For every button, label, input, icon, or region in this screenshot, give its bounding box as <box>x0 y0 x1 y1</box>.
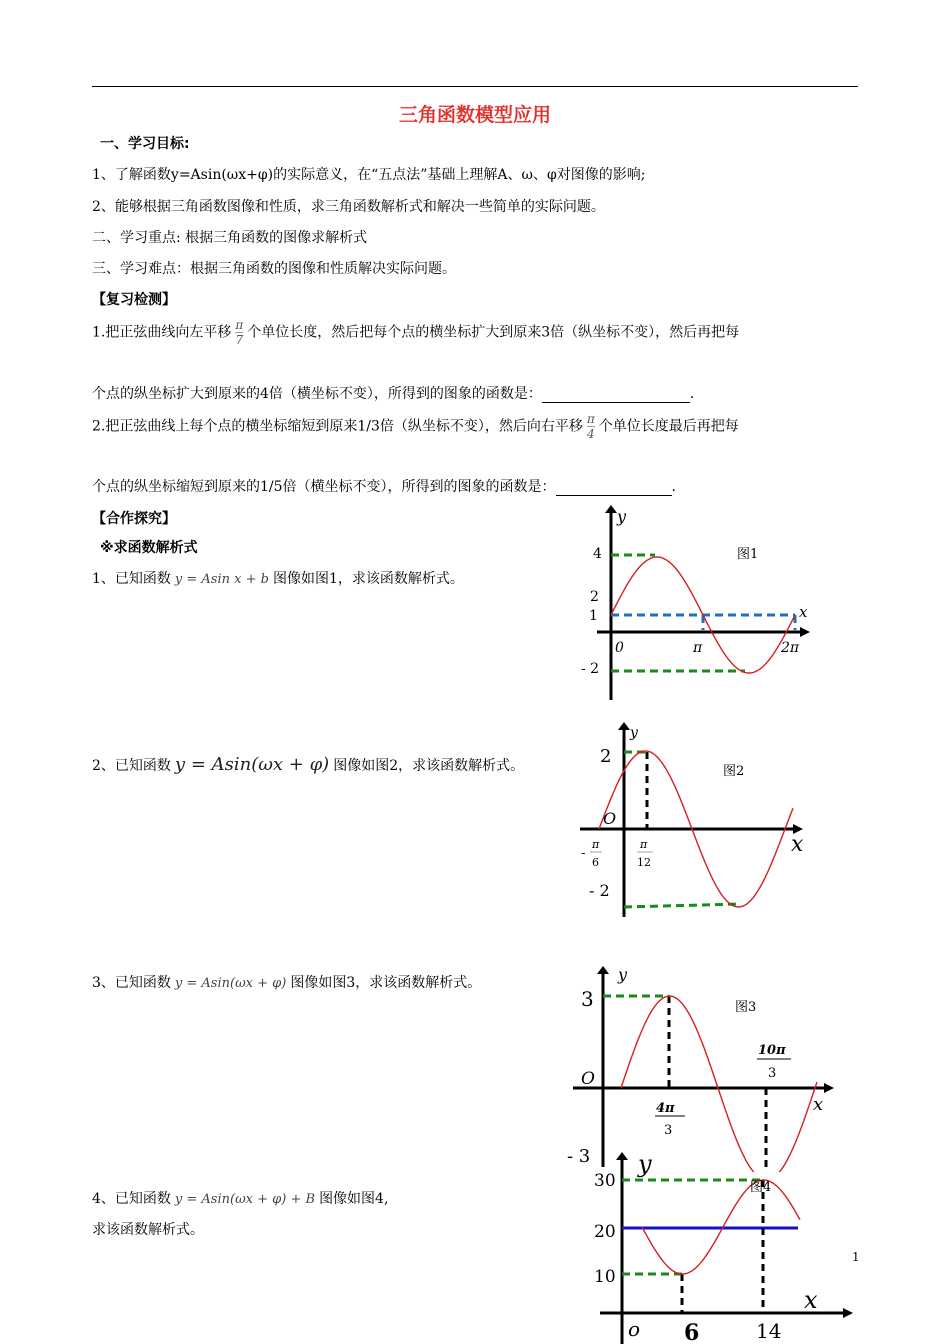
svg-text:y: y <box>630 725 638 741</box>
svg-text:-: - <box>581 846 586 861</box>
key-point: 二、学习重点: 根据三角函数的图像求解析式 <box>92 230 368 246</box>
svg-text:π: π <box>592 838 600 851</box>
figure-3 <box>565 962 840 1172</box>
goal-2: 2、能够根据三角函数图像和性质，求三角函数解析式和解决一些简单的实际问题。 <box>92 199 605 215</box>
q2-fraction: $\frac{\pi}{4}$ <box>586 412 595 441</box>
svg-text:- 3: - 3 <box>567 1146 591 1167</box>
question-2-line-1: 2.把正弦曲线上每个点的横坐标缩短到原来1/3倍（纵坐标不变），然后向右平移 $\frac{\pi}{4}$ 个单位长度最后再把每 <box>92 412 739 441</box>
figure-4 <box>588 1148 858 1344</box>
svg-text:o: o <box>628 1317 641 1341</box>
review-heading: 【复习检测】 <box>92 292 176 308</box>
svg-text:1: 1 <box>589 608 598 624</box>
svg-text:20: 20 <box>594 1222 616 1242</box>
problem-1: 1、已知函数 y = Asin x + b 图像如图1，求该函数解析式。 <box>92 571 464 587</box>
svg-text:x: x <box>813 1094 824 1115</box>
q1-text-pre: 1.把正弦曲线向左平移 <box>92 324 232 341</box>
svg-text:30: 30 <box>594 1171 616 1191</box>
svg-text:10π: 10π <box>758 1043 786 1058</box>
svg-text:y: y <box>618 965 628 984</box>
svg-text:0: 0 <box>615 640 624 656</box>
question-1-line-1 <box>92 318 739 347</box>
svg-text:x: x <box>791 832 804 857</box>
header-rule <box>92 86 858 87</box>
svg-text:y: y <box>617 507 627 526</box>
figure-1 <box>575 505 825 705</box>
q1-text-post: 个单位长度，然后把每个点的横坐标扩大到原来3倍（纵坐标不变），然后再把每 <box>247 324 740 341</box>
svg-text:O: O <box>581 1069 595 1089</box>
svg-text:3: 3 <box>664 1123 673 1138</box>
svg-text:2π: 2π <box>781 640 800 656</box>
question-1-line-2: 个点的纵坐标扩大到原来的4倍（横坐标不变），所得到的图象的函数是： . <box>92 386 695 402</box>
problem-1-formula: y = Asin x + b <box>174 572 269 587</box>
svg-text:x: x <box>804 1286 818 1314</box>
svg-text:4π: 4π <box>656 1101 675 1116</box>
svg-text:π: π <box>693 640 703 656</box>
q1-answer-blank[interactable] <box>542 402 690 403</box>
fig3-caption: 图3 <box>735 1000 757 1015</box>
problem-2: 2、已知函数 y = Asin(ωx + φ) 图像如图2，求该函数解析式。 <box>92 754 525 775</box>
problem-4-line-2: 求该函数解析式。 <box>92 1222 204 1238</box>
svg-text:y: y <box>638 1150 652 1178</box>
svg-text:2: 2 <box>590 589 599 605</box>
fig2-caption: 图2 <box>723 764 745 779</box>
svg-text:14: 14 <box>756 1319 782 1343</box>
coop-heading: 【合作探究】 <box>92 511 176 527</box>
fig3-curve <box>621 996 817 1172</box>
difficulty-point: 三、学习难点：根据三角函数的图像和性质解决实际问题。 <box>92 261 456 277</box>
svg-text:6: 6 <box>592 856 599 869</box>
page-title: 三角函数模型应用 <box>398 104 551 126</box>
figure-2 <box>575 722 825 922</box>
svg-text:3: 3 <box>581 987 594 1011</box>
goal-1: 1、了解函数y=Asin(ωx+φ)的实际意义，在“五点法”基础上理解A、ω、φ对图像的影响; <box>92 167 646 183</box>
fig4-caption: 图4 <box>750 1180 772 1195</box>
svg-text:- 2: - 2 <box>589 881 610 900</box>
fig1-caption: 图1 <box>737 547 759 562</box>
svg-text:2: 2 <box>600 746 612 767</box>
q1-fraction: $\frac{\pi}{7}$ <box>235 318 244 347</box>
section-goals-heading: 一、学习目标: <box>100 136 190 152</box>
svg-text:12: 12 <box>637 856 651 869</box>
svg-text:10: 10 <box>594 1267 616 1287</box>
svg-text:- 2: - 2 <box>581 661 600 677</box>
sub-heading: ※求函数解析式 <box>100 540 198 556</box>
svg-text:3: 3 <box>768 1066 777 1081</box>
question-2-line-2: 个点的纵坐标缩短到原来的1/5倍（横坐标不变），所得到的图象的函数是： . <box>92 479 676 495</box>
svg-text:6: 6 <box>684 1320 700 1344</box>
page-number: 1 <box>852 1250 860 1264</box>
problem-3-formula: y = Asin(ωx + φ) <box>174 976 287 991</box>
problem-4-formula: y = Asin(ωx + φ) + B <box>174 1192 316 1207</box>
svg-text:π: π <box>640 838 648 851</box>
svg-text:x: x <box>799 603 808 621</box>
svg-text:O: O <box>603 809 617 828</box>
q2-answer-blank[interactable] <box>556 495 672 496</box>
problem-4: 4、已知函数 y = Asin(ωx + φ) + B 图像如图4, <box>92 1191 389 1207</box>
problem-2-formula: y = Asin(ωx + φ) <box>174 754 330 775</box>
svg-text:4: 4 <box>593 546 602 562</box>
problem-3: 3、已知函数 y = Asin(ωx + φ) 图像如图3，求该函数解析式。 <box>92 975 482 991</box>
